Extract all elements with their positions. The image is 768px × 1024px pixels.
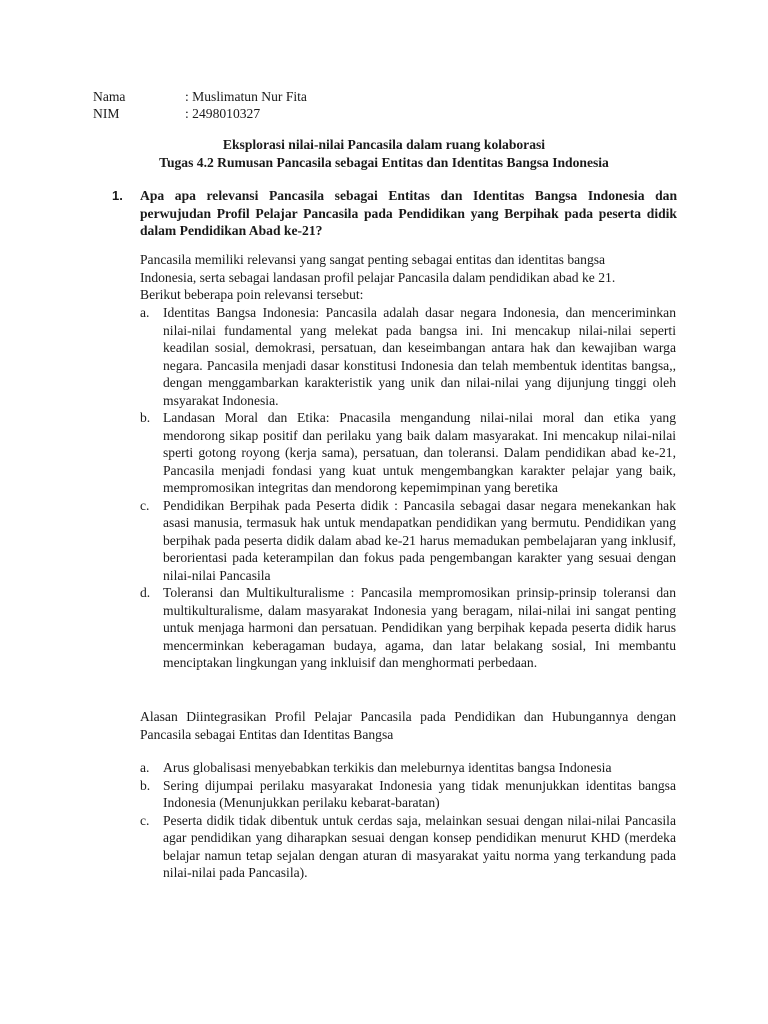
list-marker: b. [140, 410, 151, 425]
intro-line-3: Berikut beberapa poin relevansi tersebut: [140, 287, 364, 302]
list-item-text: Arus globalisasi menyebabkan terkikis dan meleburnya identitas bangsa Indonesia [163, 760, 612, 775]
nim-label: NIM [93, 106, 120, 121]
integration-reason-paragraph: Alasan Diintegrasikan Profil Pelajar Pancasila pada Pendidikan dan Hubungannya dengan Pancasila sebagai Entitas dan Identitas Bangsa [140, 709, 676, 742]
list-item [140, 812, 676, 882]
nama-value: : Muslimatun Nur Fita [185, 89, 307, 104]
list-item [140, 759, 676, 777]
list-marker: d. [140, 585, 151, 600]
title-line-1: Eksplorasi nilai-nilai Pancasila dalam ruang kolaborasi [222, 137, 546, 152]
title-line-2: Tugas 4.2 Rumusan Pancasila sebagai Entitas dan Identitas Bangsa Indonesia [159, 155, 609, 170]
question-text: Apa apa relevansi Pancasila sebagai Entitas dan Identitas Bangsa Indonesia dan perwujudan Profil Pelajar Pancasila pada Pendidikan yang Berpihak pada peserta didik dalam Pendidikan Abad ke-21? [140, 188, 677, 239]
list-marker: a. [140, 305, 150, 320]
list-item-text: Toleransi dan Multikulturalisme : Pancasila mempromosikan prinsip-prinsip toleransi dan multikulturalisme, dalam masyarakat Indonesia yang beragam, nilai-nilai ini sangat penting untuk menjaga harmoni dan persatuan. Pendidikan yang berpihak kepada peserta didik harus mencerminkan keberagaman budaya, agama, dan latar belakang sosial, Ini membantu menciptakan lingkungan yang inkluisif dan menghormati perbedaan. [163, 585, 676, 670]
nim-row [93, 105, 307, 122]
question-1 [112, 187, 677, 240]
list-item [140, 584, 676, 672]
list-marker: a. [140, 760, 150, 775]
document-titles [0, 136, 768, 172]
intro-paragraph [140, 251, 676, 304]
list-item [140, 304, 676, 409]
list-marker: c. [140, 497, 150, 513]
list-item-text: Landasan Moral dan Etika: Pnacasila mengandung nilai-nilai moral dan etika yang mendorong sikap positif dan perilaku yang baik dalam masyarakat. Ini mencakup nilai-nilai sperti gotong royong (kerja sama), persatuan, dan toleransi. Dalam pendidikan abad ke-21, Pancasila menjadi fondasi yang kuat untuk mengembangkan karakter pelajar yang baik, mempromosikan integritas dan mendorong kepemimpinan yang beretika [163, 410, 676, 495]
list-item [140, 497, 676, 585]
list-item-text: Peserta didik tidak dibentuk untuk cerdas saja, melainkan sesuai dengan nilai-nilai Pancasila agar pendidikan yang diharapkan sesuai dengan konsep pendidikan menurut KHD (merdeka belajar namun tetap sejalan dengan aturan di masyarakat yaitu norma yang terkandung pada nilai-nilai pada Pancasila). [163, 812, 676, 880]
list-item [140, 777, 676, 812]
reasons-list [140, 759, 676, 882]
list-marker: b. [140, 777, 151, 793]
list-item-text: Pendidikan Berpihak pada Peserta didik : Pancasila sebagai dasar negara menekankan hak asasi manusia, termasuk hak untuk mendapatkan pendidikan yang bermutu. Pendidikan yang berpihak pada peserta didik dalam abad ke-21 harus memadukan pembelajaran yang inklusif, berorientasi pada keterampilan dan fokus pada pengembangan karakter yang sesuai dengan nilai-nilai Pancasila [163, 497, 676, 583]
nama-row [93, 88, 307, 105]
relevance-points-list [140, 304, 676, 672]
intro-line-2: Indonesia, serta sebagai landasan profil pelajar Pancasila dalam pendidikan abad ke 21. [140, 269, 616, 285]
list-item-text: Identitas Bangsa Indonesia: Pancasila adalah dasar negara Indonesia, dan menceriminkan nilai-nilai fundamental yang melekat pada bangsa ini. Ini mencakup nilai-nilai seperti keadilan sosial, demokrasi, persatuan, dan keseimbangan antara hak dan kewajiban warga negara. Pancasila menjadi dasar konstitusi Indonesia dan telah membentuk identitas bangsa,, dengan menggambarkan karakteristik yang unik dan nilai-nilai yang dijunjung tinggi oleh msyarakat Indonesia. [163, 305, 676, 408]
list-item-text: Sering dijumpai perilaku masyarakat Indonesia yang tidak menunjukkan identitas bangsa Indonesia (Menunjukkan perilaku kebarat-baratan) [163, 777, 676, 810]
list-marker: c. [140, 812, 150, 828]
question-number: 1. [112, 188, 123, 203]
student-header [93, 88, 307, 122]
intro-line-1: Pancasila memiliki relevansi yang sangat penting sebagai entitas dan identitas bangsa [140, 252, 606, 267]
list-item [140, 409, 676, 497]
nama-label: Nama [93, 89, 126, 104]
nim-value: : 2498010327 [185, 106, 261, 121]
